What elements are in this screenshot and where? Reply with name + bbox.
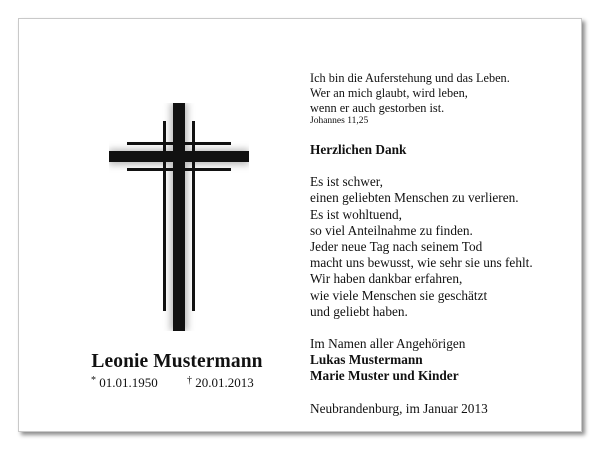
poem-line: macht uns bewusst, wie sehr sie uns fehlt.	[310, 255, 533, 271]
poem-line: Wir haben dankbar erfahren,	[310, 271, 463, 287]
poem-line: einen geliebten Menschen zu verlieren.	[310, 190, 519, 206]
text-column	[310, 71, 590, 417]
birth-star-icon: *	[91, 375, 96, 386]
poem-line: Jeder neue Tag nach seinem Tod	[310, 239, 483, 255]
deceased-name: Leonie Mustermann	[91, 351, 263, 372]
poem-line: wie viele Menschen sie geschätzt	[310, 287, 488, 303]
death-dagger-icon: †	[187, 375, 192, 386]
signature-block	[310, 336, 590, 385]
poem-line: und geliebt haben.	[310, 303, 408, 319]
poem-line: Es ist schwer,	[310, 174, 383, 190]
death-date	[187, 375, 254, 391]
quote-line: wenn er auch gestorben ist.	[310, 101, 445, 115]
life-dates	[91, 375, 271, 391]
signature-name: Marie Muster und Kinder	[310, 368, 459, 384]
thanks-heading: Herzlichen Dank	[310, 142, 407, 157]
bible-quote	[310, 71, 590, 126]
quote-reference: Johannes 11,25	[310, 116, 369, 126]
place-date: Neubrandenburg, im Januar 2013	[310, 400, 488, 416]
quote-line: Wer an mich glaubt, wird leben,	[310, 86, 468, 100]
poem	[310, 174, 590, 320]
signature-name: Lukas Mustermann	[310, 352, 423, 368]
poem-line: so viel Anteilnahme zu finden.	[310, 222, 473, 238]
poem-line: Es ist wohltuend,	[310, 206, 402, 222]
death-date-value: 20.01.2013	[195, 375, 254, 390]
signature-intro: Im Namen aller Angehörigen	[310, 336, 466, 352]
obituary-card	[18, 18, 582, 432]
cross-icon	[109, 103, 249, 331]
birth-date	[91, 375, 158, 391]
quote-line: Ich bin die Auferstehung und das Leben.	[310, 71, 510, 85]
birth-date-value: 01.01.1950	[99, 375, 158, 390]
